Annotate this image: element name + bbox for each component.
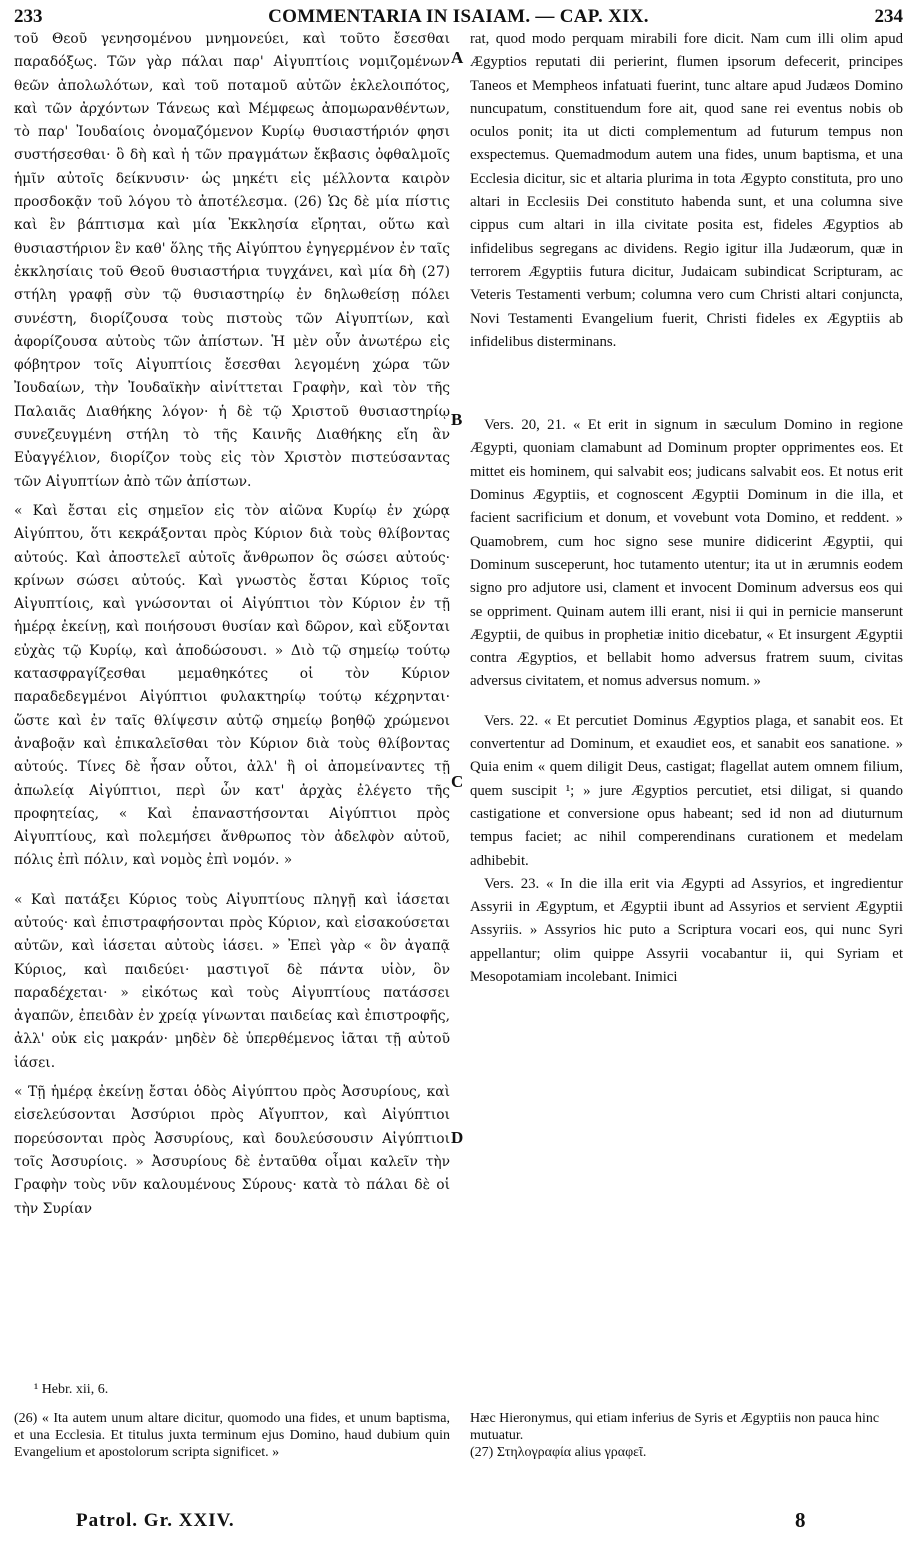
footer-volume: Patrol. Gr. XXIV. xyxy=(76,1510,235,1531)
footnote-27: (27) Στηλογραφία alius γραφεῖ. xyxy=(470,1445,647,1460)
running-title: COMMENTARIA IN ISAIAM. — CAP. XIX. xyxy=(268,6,649,27)
latin-paragraph-3: Vers. 22. « Et percutiet Dominus Ægyptios plaga, et sanabit eos. Et convertentur ad Dominum, et exaudiet eos, et sanabit eos sanatione. » Quia enim « quem diligit Deus, castigat; flagellat autem omnem filium, quem suscipit ¹; » jure Ægyptios percutiet, etsi diligat, si quando castigatione et conversione opus habeant; sed id non ad diuturnum tempus faciet; ac nihil comperendinans curationem et medelam adhibebit. xyxy=(470,712,903,869)
footnote-hieronymus: Hæc Hieronymus, qui etiam inferius de Syris et Ægyptiis non pauca hinc mutuatur. xyxy=(470,1411,880,1443)
footnote-left xyxy=(14,1410,450,1461)
footnote-right xyxy=(470,1410,903,1461)
latin-paragraph-2: Vers. 20, 21. « Et erit in signum in sæculum Domino in regione Ægypti, quoniam clamabunt ad Dominum propter opprimentes eos. Et mittet eis hominem, qui salvabit eos; judicans salvabit eos. Et notus erit Dominus Ægyptiis, et cognoscent Ægyptii Dominum in die illa, et facient sacrificium et donum, et vovebunt vota Domino, et reddent. » Quamobrem, cum hoc signo sese munire didicerint Ægyptii, qui Dominum susceperunt, hoc tutamento utentur; ita ut in ærumnis eodem signo pro adjutore usi, clament et invocent Dominum adversus eos qui se opprіment. Quinam autem illi erant, nisi ii qui in pernicie manserunt Ægyptii, de quibus in prophetiæ initio dicebatur, « Et insurgent Ægyptii contra Ægyptios, et bellabit homo adversus fratrem suum, civitas adversus civitatem, et nomus adversus nomum. » xyxy=(470,417,903,690)
greek-paragraph-4: « Τῇ ἡμέρᾳ ἐκείνῃ ἔσται ὁδὸς Αἰγύπτου πρὸς Ἀσσυρίους, καὶ εἰσελεύσονται Ἀσσύριοι πρὸς Αἴγυπτον, καὶ Αἰγύπτιοι πορεύσονται πρὸς Ἀσσυρίους, καὶ δουλεύσουσιν Αἰγύπτιοι τοῖς Ἀσσυρίοις. » Ἀσσυρίους δὲ ἐνταῦθα οἶμαι καλεῖν τὴν Γραφὴν τοὺς νῦν καλουμένους Σύρους· κατὰ τὸ πάλαι δὲ οἱ τὴν Συρίαν xyxy=(14,1084,450,1217)
footer-signature: 8 xyxy=(795,1508,806,1532)
margin-marker-a: A xyxy=(451,48,464,67)
page-number-left: 233 xyxy=(14,6,43,27)
latin-column xyxy=(470,28,903,989)
latin-paragraph-1: rat, quod modo perquam mirabili fore dicit. Nam cum illi olim apud Ægyptios reputati dii perierint, flumen ipsorum defecerit, principes Taneos et Memphеos infatuati fuerint, tunc altare apud Judæos Domino nuncupatum, constituendum fore ait, quod sane rei eventus nobis ob oculos ponit; ita ut dicti complementum ad futurum tempus non exspectemus. Quemadmodum autem una fides, unum baptisma, et una Ecclesia dicitur, sic et altaria plurima in tota Ægypto constituta, pro uno altari in Ecclesiis Dei constituto habenda sunt, et una columna sive cippus cum altari in illa civitate posita est, fideles Ægyptios ab infidelibus segregans ac dividens. Regio igitur illa Judæorum, quæ in terrorem Ægyptiis futura dicitur, Judaicam subindicat Scripturam, ac Veteris Testamenti verbum; columna vero cum Christi altari conjuncta, Novi Testamenti Evangelium fuerit, Christi fideles ex Ægyptiis ab infidelibus disterminans. xyxy=(470,31,903,350)
greek-paragraph-3: « Καὶ πατάξει Κύριος τοὺς Αἰγυπτίους πληγῇ καὶ ἰάσεται αὐτούς· καὶ ἐπιστραφήσονται πρὸς Κύριον, καὶ εἰσακούσεται αὐτῶν, καὶ ἰάσεται αὐτοὺς ἰάσει. » Ἐπεὶ γὰρ « ὃν ἀγαπᾷ Κύριος, καὶ παιδεύει· μαστιγοῖ δὲ πάντα υἱὸν, ὃν παραδέχεται· » εἰκότως καὶ τοὺς Αἰγυπτίους πατάσσει ἀγαπῶν, ἐπειδὰν ἐν χρείᾳ γίνωνται παιδείας καὶ ἐπιστροφῆς, ἀλλ' οὐκ εἰς μακράν· μηδὲν δὲ ὑπερθέμενος ἰᾶται τῇ αὐτοῦ ἰάσει. xyxy=(14,891,450,1071)
footnote-reference: ¹ Hebr. xii, 6. xyxy=(34,1382,109,1397)
footnote-26: (26) « Ita autem unum altare dicitur, quomodo una fides, et unum baptisma, et una Ecclesia. Et titulus juxta terminum ejus Domino, haud dubium quin Evangelium et apostolorum scripta significet. » xyxy=(14,1411,450,1460)
margin-marker-b: B xyxy=(451,410,463,429)
greek-paragraph-1: τοῦ Θεοῦ γενησομένου μνημονεύει, καὶ τοῦτο ἔσεσθαι παραδόξως. Τῶν γὰρ πάλαι παρ' Αἰγυπτίοις νομιζομένων θεῶν ἀπολωλότων, καὶ τοῦ ποταμοῦ αὐτῶν ἐκλελοιπότος, καὶ τῶν ἀρχόντων Τάνεως καὶ Μέμφεως ἀπομωρανθέντων, τὸ παρ' Ἰουδαίοις ὀνομαζόμενον Κυρίῳ θυσιαστήριόν φησι συστήσεσθαι· ὃ δὴ καὶ ἡ τῶν πραγμάτων ἔκβασις ὀφθαλμοῖς ἡμῖν αὐτοῖς δείκνυσιν· ὡς μηκέτι εἰς μέλλοντα καιρὸν προσδοκᾷν τοῦ λόγου τὸ ἀποτέλεσμα. (26) Ὡς δὲ μία πίστις καὶ ἓν βάπτισμα καὶ μία Ἐκκλησία εἴρηται, οὕτω καὶ θυσιαστήριον ἓν καθ' ὅλης τῆς Αἰγύπτου ἐγηγερμένον ἐν ταῖς ἐκκλησίαις τοῦ Θεοῦ θυσιαστήρια τυγχάνει, καὶ μία δὴ (27) στήλη γραφῇ σὺν τῷ θυσιαστηρίῳ ἐν δηλωθείσῃ πόλει συνέστη, διορίζουσα τοὺς πιστοὺς τῶν Αἰγυπτίων, καὶ ἀφορίζουσα αὐτοὺς τῶν ἀπίστων. Ἡ μὲν οὖν ἀνωτέρω εἰς φόβητρον τοῖς Αἰγυπτίοις ἔσεσθαι λεγομένη χώρα τῶν Ἰουδαίων, τὴν Ἰουδαϊκὴν αἰνίττεται Γραφὴν, καὶ τὸν τῆς Παλαιᾶς Διαθήκης λόγον· ἡ δὲ τῷ Χριστοῦ θυσιαστηρίῳ συνεζευγμένη στήλη τὸ τῆς Καινῆς Διαθήκης εἴη ἂν Εὐαγγέλιον, διορίζον τοὺς εἰς τὸν Χριστὸν πιστεύσαντας τῶν Αἰγυπτίων ἀπὸ τῶν ἀπίστων. xyxy=(14,31,450,490)
greek-column xyxy=(14,28,450,1221)
greek-paragraph-2: « Καὶ ἔσται εἰς σημεῖον εἰς τὸν αἰῶνα Κυρίῳ ἐν χώρᾳ Αἰγύπτου, ὅτι κεκράξονται πρὸς Κύριον διὰ τοὺς θλίβοντας αὐτούς. Καὶ ἀποστελεῖ αὐτοῖς ἄνθρωπον ὃς σώσει αὐτούς· κρίνων σώσει αὐτούς. Καὶ γνωστὸς ἔσται Κύριος τοῖς Αἰγυπτίοις, καὶ γνώσονται οἱ Αἰγύπτιοι τὸν Κύριον ἐν τῇ ἡμέρᾳ ἐκείνῃ, καὶ ποιήσουσι θυσίαν καὶ δῶρον, καὶ εὔξονται εὐχὰς τῷ Κυρίῳ, καὶ ἀποδώσουσι. » Διὸ τῷ σημείῳ τούτῳ κατασφραγίζεσθαι μεμαθηκότες οἱ τὸν Κύριον παραδεδεγμένοι Αἰγύπτιοι φυλακτηρίῳ τούτῳ κέχρηνται· ὥστε καὶ ἐν ταῖς θλίψεσιν αὐτῷ σημείῳ βοηθῷ χρώμενοι ἀναβοᾷν καὶ ἐπικαλεῖσθαι τὸν Κύριον διὰ τοὺς θλίβοντας αὐτούς. Τίνες δὲ ἦσαν οὗτοι, ἀλλ' ἢ οἱ ἀπομείναντες τῇ ἀπωλείᾳ Αἰγύπτιοι, περὶ ὧν κατ' ἀρχὰς ἐλέγετο τῆς προφητείας, « Καὶ ἐπαναστήσονται Αἰγύπτιοι πρὸς Αἰγυπτίους, καὶ πολεμήσει ἄνθρωπος τὸν ἀδελφὸν αὐτοῦ, πόλις ἐπὶ πόλιν, καὶ νομὸς ἐπὶ νομόν. » xyxy=(14,502,450,869)
page-number-right: 234 xyxy=(874,6,903,27)
margin-marker-c: C xyxy=(451,772,464,791)
margin-marker-d: D xyxy=(451,1128,464,1147)
latin-paragraph-4: Vers. 23. « In die illa erit via Ægypti ad Assyrios, et ingredientur Assyrii in Ægyptum, et Ægyptii ibunt ad Assyrios et servient Ægyptii Assyriis. » Assyrios hic puto a Scriptura vocari eos, qui nunc Syri appellantur; olim quippe Assyrii vocabantur ii, qui Syriam et Mesopotamiam incolebant. Inimici xyxy=(470,875,903,985)
